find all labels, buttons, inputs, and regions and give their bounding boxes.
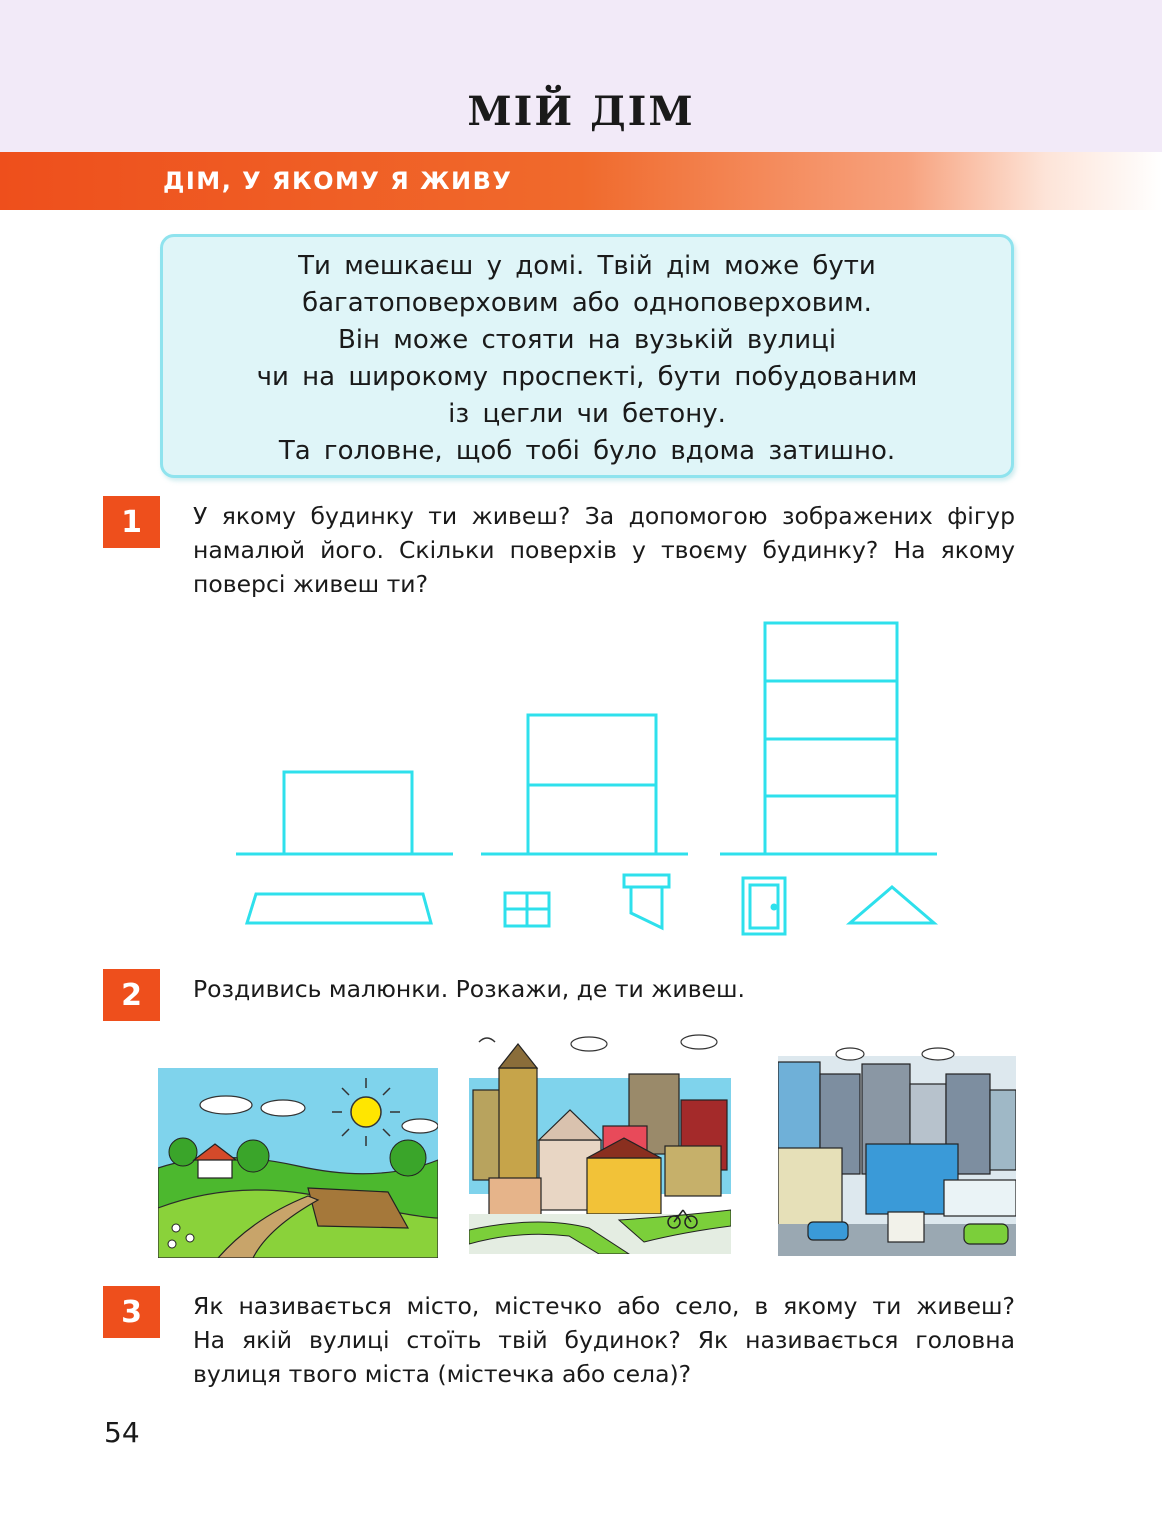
task-line: У якому будинку ти живеш? За допомогою зображених фігур	[193, 502, 1015, 530]
task-line: намалюй його. Скільки поверхів у твоєму будинку? На якому	[193, 536, 1015, 564]
intro-line: із цегли чи бетону.	[448, 399, 726, 429]
door-icon	[743, 878, 785, 934]
task-line: Як називається місто, містечко або село, в якому ти живеш?	[193, 1292, 1015, 1320]
task-number-2: 2	[103, 969, 160, 1021]
intro-line: багатоповерховим або одноповерховим.	[302, 288, 872, 318]
task-text-3	[193, 1289, 1015, 1391]
task-number-1: 1	[103, 496, 160, 548]
task-number-3: 3	[103, 1286, 160, 1338]
trapezoid-base-icon	[247, 894, 431, 923]
task-line: Роздивись малюнки. Розкажи, де ти живеш.	[193, 975, 745, 1003]
four-floor-building	[720, 623, 937, 854]
old-town-picture	[469, 1030, 731, 1254]
task-line: вулиця твого міста (містечка або села)?	[193, 1360, 692, 1388]
section-title: ДІМ, У ЯКОМУ Я ЖИВУ	[163, 167, 513, 195]
window-icon	[505, 893, 549, 926]
intro-line: Та головне, щоб тобі було вдома затишно.	[278, 436, 896, 466]
village-picture	[158, 1068, 438, 1258]
roof-triangle-icon	[850, 887, 934, 923]
task-line: поверсі живеш ти?	[193, 570, 429, 598]
page-number: 54	[104, 1416, 140, 1449]
task-line: На якій вулиці стоїть твій будинок? Як називається головна	[193, 1326, 1015, 1354]
two-floor-building	[481, 715, 688, 854]
intro-line: Він може стояти на вузькій вулиці	[337, 325, 837, 355]
chimney-icon	[624, 875, 669, 928]
chapter-title: МІЙ ДІМ	[467, 88, 695, 135]
intro-line: чи на широкому проспекті, бути побудованим	[256, 362, 918, 392]
modern-city-picture	[778, 1044, 1016, 1256]
task-text-2	[193, 972, 1015, 1006]
one-floor-building	[236, 772, 453, 854]
intro-line: Ти мешкаєш у домі. Твій дім може бути	[298, 251, 876, 281]
